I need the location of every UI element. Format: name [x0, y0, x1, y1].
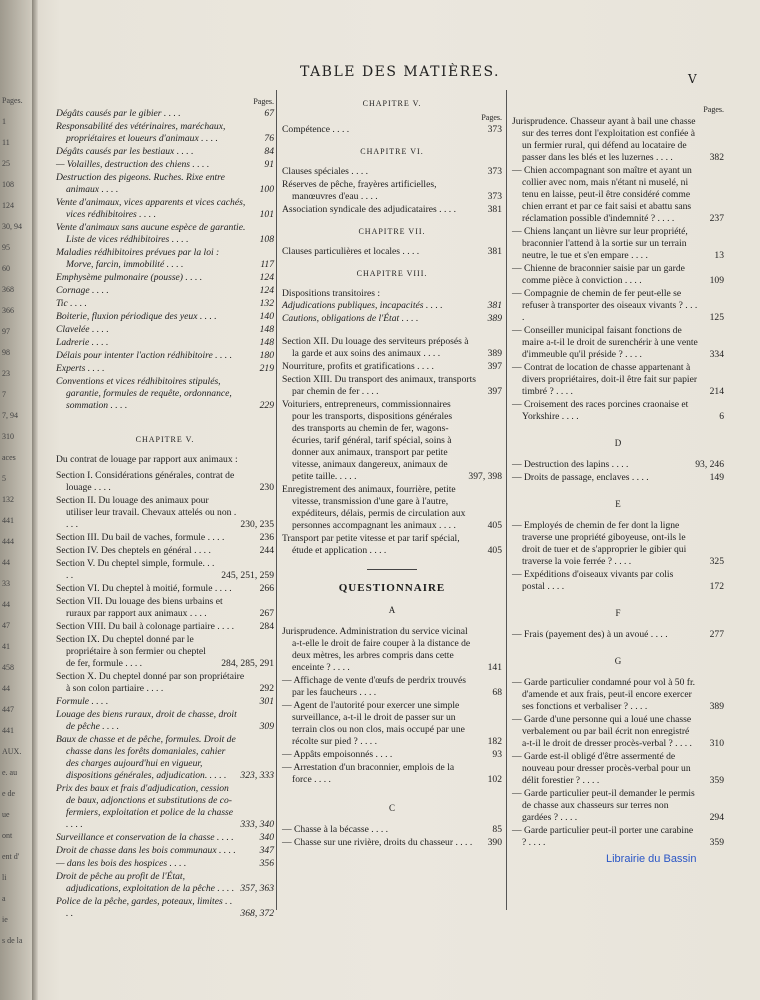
toc-entry — [512, 677, 724, 713]
toc-entry-title: Droit de chasse dans les bois communaux . . . . — [56, 845, 236, 856]
margin-fragment: Pages. — [2, 96, 23, 105]
toc-entry-page: 310 — [709, 738, 724, 749]
toc-entry-page: 93 — [492, 749, 502, 760]
margin-fragment: 44 — [2, 684, 10, 693]
questionnaire-heading: QUESTIONNAIRE — [338, 582, 446, 594]
toc-entry-page: 141 — [487, 662, 502, 673]
toc-entry — [512, 788, 724, 824]
toc-entry-title: Section VI. Du cheptel à moitié, formule . . . . — [56, 583, 232, 594]
toc-entry — [56, 871, 274, 895]
bookseller-watermark: Librairie du Bassin — [606, 853, 697, 865]
margin-fragment: 441 — [2, 726, 14, 735]
toc-entry-title: Section I. Considérations générales, contrat de louage . . . . — [56, 470, 235, 493]
toc-entry-title: Police de la pêche, gardes, poteaux, limites . . . . — [56, 896, 233, 919]
toc-entry-page: 125 — [709, 312, 724, 323]
toc-entry-title: Vente d'animaux sans aucune espèce de garantie. Liste de vices rédhibitoires . . . . — [56, 222, 246, 245]
toc-entry-page: 244 — [259, 545, 274, 556]
toc-entry — [282, 300, 502, 312]
toc-entry-title: Cornage . . . . — [56, 285, 109, 296]
toc-entry — [56, 495, 274, 531]
toc-entry — [56, 583, 274, 595]
margin-fragment: 47 — [2, 621, 10, 630]
toc-entry-title: Boiterie, fluxion périodique des yeux . . . . — [56, 311, 217, 322]
toc-entry-title: Compétence . . . . — [282, 124, 350, 135]
column-divider-2 — [506, 90, 507, 910]
margin-fragment: li — [2, 873, 7, 882]
margin-fragment: 458 — [2, 663, 14, 672]
toc-entry-title: — Affichage de vente d'œufs de perdrix trouvés par les faucheurs . . . . — [282, 675, 467, 698]
toc-entry-page: 84 — [264, 146, 274, 157]
toc-entry-title: Baux de chasse et de pêche, formules. Droit de chasse dans les forêts domaniales, cahier des charges aujourd'hui en vigueur, dispositions générales, adjudication. . . . . — [56, 734, 236, 781]
toc-entry-title: Prix des baux et frais d'adjudication, cession de baux, adjonctions et substitutions de co-fermiers, exploitation et police de la chasse . . . . — [56, 783, 234, 830]
toc-entry — [512, 116, 724, 164]
toc-entry — [56, 558, 274, 582]
toc-entry-title: Ladrerie . . . . — [56, 337, 109, 348]
letter-heading: E — [615, 499, 621, 509]
toc-entry-page: 397 — [487, 361, 502, 372]
toc-entry-page: 373 — [487, 191, 502, 202]
margin-fragment: 366 — [2, 306, 14, 315]
toc-entry-page: 132 — [259, 298, 274, 309]
toc-entry — [56, 845, 274, 857]
toc-entry — [512, 569, 724, 593]
margin-fragment: 108 — [2, 180, 14, 189]
toc-entry-page: 325 — [709, 556, 724, 567]
toc-entry-title: — dans les bois des hospices . . . . — [56, 858, 187, 869]
toc-entry-page: 236 — [259, 532, 274, 543]
toc-entry-page: 397 — [487, 386, 502, 397]
margin-fragment: 44 — [2, 600, 10, 609]
toc-entry-page: 182 — [487, 736, 502, 747]
pages-label: Pages. — [481, 113, 502, 122]
toc-entry-title: — Garde particulier peut-il porter une carabine ? . . . . — [512, 825, 694, 848]
toc-entry — [56, 532, 274, 544]
margin-fragment: 11 — [2, 138, 10, 147]
toc-entry-page: 140 — [259, 311, 274, 322]
toc-entry — [56, 159, 274, 171]
margin-fragment: 44 — [2, 558, 10, 567]
toc-entry — [512, 263, 724, 287]
toc-entry-page: 381 — [487, 246, 502, 257]
toc-entry-title: Section X. Du cheptel donné par son propriétaire à son colon partiaire . . . . — [56, 671, 245, 694]
toc-entry-page: 180 — [259, 350, 274, 361]
toc-entry-title: — Croisement des races porcines craonaise et Yorkshire . . . . — [512, 399, 689, 422]
toc-entry-title: Section VII. Du louage des biens urbains et ruraux par rapport aux animaux . . . . — [56, 596, 223, 619]
toc-entry-page: 359 — [709, 837, 724, 848]
toc-entry-title: Emphysème pulmonaire (pousse) . . . . — [56, 272, 203, 283]
margin-fragment: 124 — [2, 201, 14, 210]
toc-entry-title: Dégâts causés par les bestiaux . . . . — [56, 146, 194, 157]
toc-entry — [512, 165, 724, 225]
margin-fragment: 30, 94 — [2, 222, 22, 231]
toc-entry-title: Maladies rédhibitoires prévues par la loi : Morve, farcin, immobilité . . . . — [56, 247, 220, 270]
column-divider-1 — [276, 90, 277, 910]
toc-entry — [282, 179, 502, 203]
toc-entry — [512, 288, 724, 324]
chapter-intro: Du contrat de louage par rapport aux animaux : — [56, 454, 238, 465]
toc-entry — [512, 751, 724, 787]
margin-fragment: 41 — [2, 642, 10, 651]
toc-entry-page: 76 — [264, 133, 274, 144]
margin-fragment: 25 — [2, 159, 10, 168]
toc-entry-title: Réserves de pêche, frayères artificielles, manœuvres d'eau . . . . — [282, 179, 437, 202]
toc-entry-page: 359 — [709, 775, 724, 786]
toc-entry — [56, 596, 274, 620]
toc-entry-title: Voituriers, entrepreneurs, commissionnaires pour les transports, dispositions générales des transports au chemin de fer, wagons-écuries, tarif général, tarif spécial, soins à donner aux animaux, transport par petite vitesse, animaux dangereux, animaux de petite taille. . . . . — [282, 399, 453, 482]
toc-column-1 — [56, 96, 274, 921]
toc-entry-page: 68 — [492, 687, 502, 698]
toc-entry — [282, 246, 502, 258]
toc-entry-page: 148 — [259, 324, 274, 335]
chapter-heading: CHAPITRE VII. — [358, 227, 426, 236]
chapter-heading: CHAPITRE VIII. — [356, 269, 428, 278]
toc-entry — [282, 336, 502, 360]
toc-entry-title: Clauses particulières et locales . . . . — [282, 246, 420, 257]
margin-fragment: ont — [2, 831, 13, 840]
toc-entry-title: — Droits de passage, enclaves . . . . — [512, 472, 649, 483]
margin-fragment: 7 — [2, 390, 6, 399]
toc-entry-page: 301 — [259, 696, 274, 707]
toc-entry-title: — Arrestation d'un braconnier, emplois de la force . . . . — [282, 762, 455, 785]
toc-entry — [512, 520, 724, 568]
toc-column-2 — [282, 96, 502, 850]
toc-entry-title: — Destruction des lapins . . . . — [512, 459, 629, 470]
margin-fragment: 7, 94 — [2, 411, 18, 420]
toc-entry-title: Droit de pêche au profit de l'État, adjudications, exploitation de la pêche . . . . — [56, 871, 235, 894]
toc-entry-page: 230, 235 — [240, 519, 274, 530]
toc-entry — [282, 374, 502, 398]
toc-entry-title: — Chiens lançant un lièvre sur leur propriété, braconnier l'attend à la sortie sur un terrain neutre, le tue et s'en empare . . . . — [512, 226, 688, 261]
toc-entry — [56, 363, 274, 375]
margin-fragment: ue — [2, 810, 10, 819]
toc-entry — [282, 361, 502, 373]
toc-entry-page: 102 — [487, 774, 502, 785]
margin-fragment: 95 — [2, 243, 10, 252]
toc-entry — [56, 671, 274, 695]
toc-entry-title: — Garde est-il obligé d'être assermenté de nouveau pour dresser procès-verbal pour un délit forestier ? . . . . — [512, 751, 691, 786]
toc-entry-page: 405 — [487, 520, 502, 531]
toc-entry — [512, 714, 724, 750]
margin-fragment: 23 — [2, 369, 10, 378]
toc-entry — [56, 247, 274, 271]
margin-fragment: s de la — [2, 936, 23, 945]
letter-heading: D — [614, 438, 622, 448]
toc-entry-title: Cautions, obligations de l'État . . . . — [282, 313, 419, 324]
toc-entry-title: Délais pour intenter l'action rédhibitoire . . . . — [56, 350, 232, 361]
toc-entry — [282, 399, 502, 483]
toc-entry-page: 292 — [259, 683, 274, 694]
toc-entry — [56, 376, 274, 412]
toc-entry-page: 347 — [259, 845, 274, 856]
margin-fragment: e. au — [2, 768, 18, 777]
toc-entry-page: 294 — [709, 812, 724, 823]
margin-fragment: 1 — [2, 117, 6, 126]
toc-entry — [282, 484, 502, 532]
margin-fragment: AUX. — [2, 747, 22, 756]
toc-entry-title: Jurisprudence. Administration du service vicinal a-t-elle le droit de faire couper à la distance de deux mètres, les arbres compris dans cette enceinte ? . . . . — [282, 626, 471, 673]
margin-fragment: 310 — [2, 432, 14, 441]
toc-entry-page: 368, 372 — [240, 908, 274, 919]
toc-entry-page: 237 — [709, 213, 724, 224]
toc-entry-title: — Chasse à la bécasse . . . . — [282, 824, 389, 835]
toc-entry-page: 149 — [709, 472, 724, 483]
page-title: TABLE DES MATIÈRES. — [300, 64, 500, 80]
toc-entry-page: 85 — [492, 824, 502, 835]
toc-entry — [282, 313, 502, 325]
letter-heading: F — [615, 608, 621, 618]
chapter-intro: Dispositions transitoires : — [282, 288, 381, 299]
toc-entry — [56, 172, 274, 196]
toc-entry-title: Formule . . . . — [56, 696, 109, 707]
toc-entry — [512, 472, 724, 484]
toc-entry — [56, 350, 274, 362]
toc-entry-title: Jurisprudence. Chasseur ayant à bail une chasse sur des terres dont l'exploitation est confiée à un fermier rural, qui défend au locataire de passer dans les blés et les luzernes . . . . — [512, 116, 696, 163]
toc-entry — [56, 896, 274, 920]
margin-fragment: 33 — [2, 579, 10, 588]
toc-entry-page: 284, 285, 291 — [221, 658, 274, 669]
toc-entry-title: Section IX. Du cheptel donné par le propriétaire à son fermier ou cheptel de fer, formule . . . . — [56, 634, 206, 669]
toc-entry-title: — Contrat de location de chasse appartenant à divers propriétaires, doit-il être fait sur papier timbré ? . . . . — [512, 362, 698, 397]
toc-entry-page: 124 — [259, 272, 274, 283]
margin-fragment: 441 — [2, 516, 14, 525]
toc-entry-title: Transport par petite vitesse et par tarif spécial, étude et application . . . . — [282, 533, 460, 556]
toc-entry-title: Experts . . . . — [56, 363, 105, 374]
toc-entry-title: Section II. Du louage des animaux pour utiliser leur travail. Chevaux attelés ou non . . . . — [56, 495, 237, 530]
toc-entry — [56, 146, 274, 158]
toc-entry — [512, 399, 724, 423]
pages-label: Pages. — [253, 97, 274, 106]
toc-entry — [512, 325, 724, 361]
toc-entry-page: 172 — [709, 581, 724, 592]
toc-entry — [56, 832, 274, 844]
toc-entry — [282, 749, 502, 761]
toc-entry-title: — Garde d'une personne qui a loué une chasse verbalement ou par bail écrit non enregistré a-t-il le droit de dresser procès-verbal ? . . . . — [512, 714, 692, 749]
toc-entry-page: 100 — [259, 184, 274, 195]
toc-entry-title: — Compagnie de chemin de fer peut-elle se refuser à transporter des oiseaux vivants ? . . . . — [512, 288, 698, 323]
toc-entry-page: 381 — [487, 204, 502, 215]
toc-entry — [56, 337, 274, 349]
toc-entry — [56, 545, 274, 557]
toc-entry-title: — Chasse sur une rivière, droits du chasseur . . . . — [282, 837, 473, 848]
toc-entry-page: 389 — [487, 348, 502, 359]
letter-heading: A — [388, 605, 396, 615]
toc-entry — [282, 124, 502, 136]
toc-entry — [282, 700, 502, 748]
toc-entry — [56, 311, 274, 323]
chapter-heading: CHAPITRE V. — [135, 435, 195, 444]
toc-entry-title: Dégâts causés par le gibier . . . . — [56, 108, 181, 119]
toc-entry — [56, 222, 274, 246]
toc-entry-page: 373 — [487, 166, 502, 177]
toc-entry — [282, 626, 502, 674]
toc-entry-page: 117 — [260, 259, 274, 270]
toc-entry-page: 389 — [709, 701, 724, 712]
toc-entry-page: 13 — [714, 250, 724, 261]
toc-entry — [56, 470, 274, 494]
chapter-heading: CHAPITRE V. — [362, 99, 422, 108]
toc-entry-page: 277 — [709, 629, 724, 640]
toc-entry-title: Nourriture, profits et gratifications . . . . — [282, 361, 434, 372]
toc-entry-title: Clauses spéciales . . . . — [282, 166, 369, 177]
toc-entry — [282, 824, 502, 836]
toc-entry-page: 67 — [264, 108, 274, 119]
toc-entry — [282, 837, 502, 849]
toc-entry-page: 245, 251, 259 — [221, 570, 274, 581]
toc-entry-title: Section XIII. Du transport des animaux, transports par chemin de fer . . . . — [282, 374, 476, 397]
toc-entry — [512, 226, 724, 262]
toc-entry-page: 381 — [487, 300, 502, 311]
toc-entry-title: — Garde particulier peut-il demander le permis de chasse aux chasseurs sur terres non gardées ? . . . . — [512, 788, 695, 823]
toc-entry-page: 108 — [259, 234, 274, 245]
toc-entry-page: 356 — [259, 858, 274, 869]
toc-entry-page: 373 — [487, 124, 502, 135]
toc-column-3 — [512, 96, 724, 850]
toc-entry — [512, 459, 724, 471]
toc-entry — [56, 108, 274, 120]
toc-entry-title: — Volailles, destruction des chiens . . . . — [56, 159, 210, 170]
toc-entry-page: 323, 333 — [240, 770, 274, 781]
toc-entry — [56, 696, 274, 708]
toc-entry-title: Destruction des pigeons. Ruches. Rixe entre animaux . . . . — [56, 172, 225, 195]
toc-entry-title: Conventions et vices rédhibitoires stipulés, garantie, formules de requête, ordonnance, sommation . . . . — [56, 376, 232, 411]
toc-entry — [56, 324, 274, 336]
toc-entry-title: — Expéditions d'oiseaux vivants par colis postal . . . . — [512, 569, 674, 592]
toc-entry — [56, 285, 274, 297]
toc-entry-title: — Employés de chemin de fer dont la ligne traverse une propriété giboyeuse, ont-ils le droit de tuer et de s'approprier le gibier qui traverse la voie ferrée ? . . . . — [512, 520, 687, 567]
toc-entry-title: — Agent de l'autorité pour exercer une simple surveillance, a-t-il le droit de passer sur un terrain clos ou non clos, mais occupé par une récolte sur pied ? . . . . — [282, 700, 465, 747]
toc-entry-page: 267 — [259, 608, 274, 619]
margin-fragment: 97 — [2, 327, 10, 336]
toc-entry-page: 6 — [719, 411, 724, 422]
toc-entry-title: — Chien accompagnant son maître et ayant un collier avec nom, mais n'étant ni muselé, ni tenu en laisse, peut-il être considéré comme chien errant et par ce fait saisi et abattu sans réclamation possible d'indemnité ? . . . . — [512, 165, 692, 224]
section-rule — [367, 569, 417, 570]
toc-entry — [282, 675, 502, 699]
toc-entry — [512, 629, 724, 641]
chapter-heading: CHAPITRE VI. — [360, 147, 424, 156]
toc-entry — [512, 362, 724, 398]
toc-entry — [56, 734, 274, 782]
margin-fragment: 98 — [2, 348, 10, 357]
toc-entry-title: Tic . . . . — [56, 298, 87, 309]
toc-entry — [56, 197, 274, 221]
margin-fragment: 60 — [2, 264, 10, 273]
toc-entry — [56, 621, 274, 633]
margin-fragment: 368 — [2, 285, 14, 294]
margin-fragment: aces — [2, 453, 16, 462]
toc-entry-page: 230 — [259, 482, 274, 493]
toc-entry-page: 340 — [259, 832, 274, 843]
toc-entry-page: 148 — [259, 337, 274, 348]
toc-entry — [56, 298, 274, 310]
margin-fragment: ie — [2, 915, 8, 924]
pages-label: Pages. — [703, 105, 724, 114]
toc-entry-title: Surveillance et conservation de la chasse . . . . — [56, 832, 234, 843]
toc-entry-title: Vente d'animaux, vices apparents et vices cachés, vices rédhibitoires . . . . — [56, 197, 246, 220]
toc-entry-page: 389 — [487, 313, 502, 324]
toc-entry-page: 357, 363 — [240, 883, 274, 894]
margin-fragment: 447 — [2, 705, 14, 714]
toc-entry-page: 219 — [259, 363, 274, 374]
toc-entry-page: 109 — [709, 275, 724, 286]
toc-entry-page: 229 — [259, 400, 274, 411]
toc-entry-page: 214 — [709, 386, 724, 397]
toc-entry — [56, 709, 274, 733]
margin-fragment: a — [2, 894, 6, 903]
margin-fragment: e de — [2, 789, 16, 798]
toc-entry-title: — Frais (payement des) à un avoué . . . . — [512, 629, 668, 640]
toc-entry-page: 405 — [487, 545, 502, 556]
toc-entry-page: 382 — [709, 152, 724, 163]
margin-fragment: ent d' — [2, 852, 20, 861]
margin-fragment: 132 — [2, 495, 14, 504]
toc-entry-title: Association syndicale des adjudicataires . . . . — [282, 204, 456, 215]
toc-entry-title: — Conseiller municipal faisant fonctions de maire a-t-il le droit de surenchérir à une vente d'immeuble qu'il préside ? . . . . — [512, 325, 698, 360]
toc-entry-title: Louage des biens ruraux, droit de chasse, droit de pêche . . . . — [56, 709, 237, 732]
toc-entry-page: 124 — [259, 285, 274, 296]
toc-entry — [56, 858, 274, 870]
toc-entry-title: Section XII. Du louage des serviteurs préposés à la garde et aux soins des animaux . . . . — [282, 336, 469, 359]
letter-heading: G — [614, 656, 622, 666]
margin-fragment: 444 — [2, 537, 14, 546]
toc-entry-page: 266 — [259, 583, 274, 594]
toc-entry — [282, 204, 502, 216]
toc-entry — [56, 121, 274, 145]
toc-entry — [282, 762, 502, 786]
toc-entry — [56, 634, 274, 670]
toc-entry-title: — Appâts empoisonnés . . . . — [282, 749, 393, 760]
toc-entry — [512, 825, 724, 849]
toc-entry-title: Section VIII. Du bail à colonage partiaire . . . . — [56, 621, 235, 632]
toc-entry-title: Section III. Du bail de vaches, formule . . . . — [56, 532, 225, 543]
toc-entry-page: 334 — [709, 349, 724, 360]
toc-entry-page: 390 — [487, 837, 502, 848]
toc-entry-title: Clavelée . . . . — [56, 324, 109, 335]
toc-entry-title: Responsabilité des vétérinaires, maréchaux, propriétaires et loueurs d'animaux . . . . — [56, 121, 226, 144]
toc-entry-title: Adjudications publiques, incapacités . . . . — [282, 300, 443, 311]
toc-entry-page: 93, 246 — [695, 459, 724, 470]
margin-fragment: 5 — [2, 474, 6, 483]
toc-entry — [282, 166, 502, 178]
previous-page-edge — [0, 0, 32, 1000]
toc-entry-page: 284 — [259, 621, 274, 632]
toc-entry — [56, 783, 274, 831]
toc-entry-title: Section V. Du cheptel simple, formule. . . . . — [56, 558, 215, 581]
toc-entry-page: 101 — [259, 209, 274, 220]
toc-entry-title: — Garde particulier condamné pour vol à 50 fr. d'amende et aux frais, peut-il encore exercer ses fonctions et verbaliser ? . . . . — [512, 677, 696, 712]
toc-entry-title: — Chienne de braconnier saisie par un garde comme pièce à conviction . . . . — [512, 263, 685, 286]
toc-entry — [56, 272, 274, 284]
toc-entry-page: 91 — [264, 159, 274, 170]
letter-heading: C — [388, 803, 395, 813]
page-number: V — [688, 72, 697, 86]
toc-entry-page: 309 — [259, 721, 274, 732]
toc-entry-page: 397, 398 — [468, 471, 502, 482]
toc-entry-title: Enregistrement des animaux, fourrière, petite vitesse, transmission d'une gare à l'autre, expéditeurs, délais, permis de circulation aux personnes accompagnant les animaux . . . . — [282, 484, 466, 531]
toc-entry — [282, 533, 502, 557]
toc-entry-page: 333, 340 — [240, 819, 274, 830]
toc-entry-title: Section IV. Des cheptels en général . . . . — [56, 545, 211, 556]
page-fold — [32, 0, 38, 1000]
